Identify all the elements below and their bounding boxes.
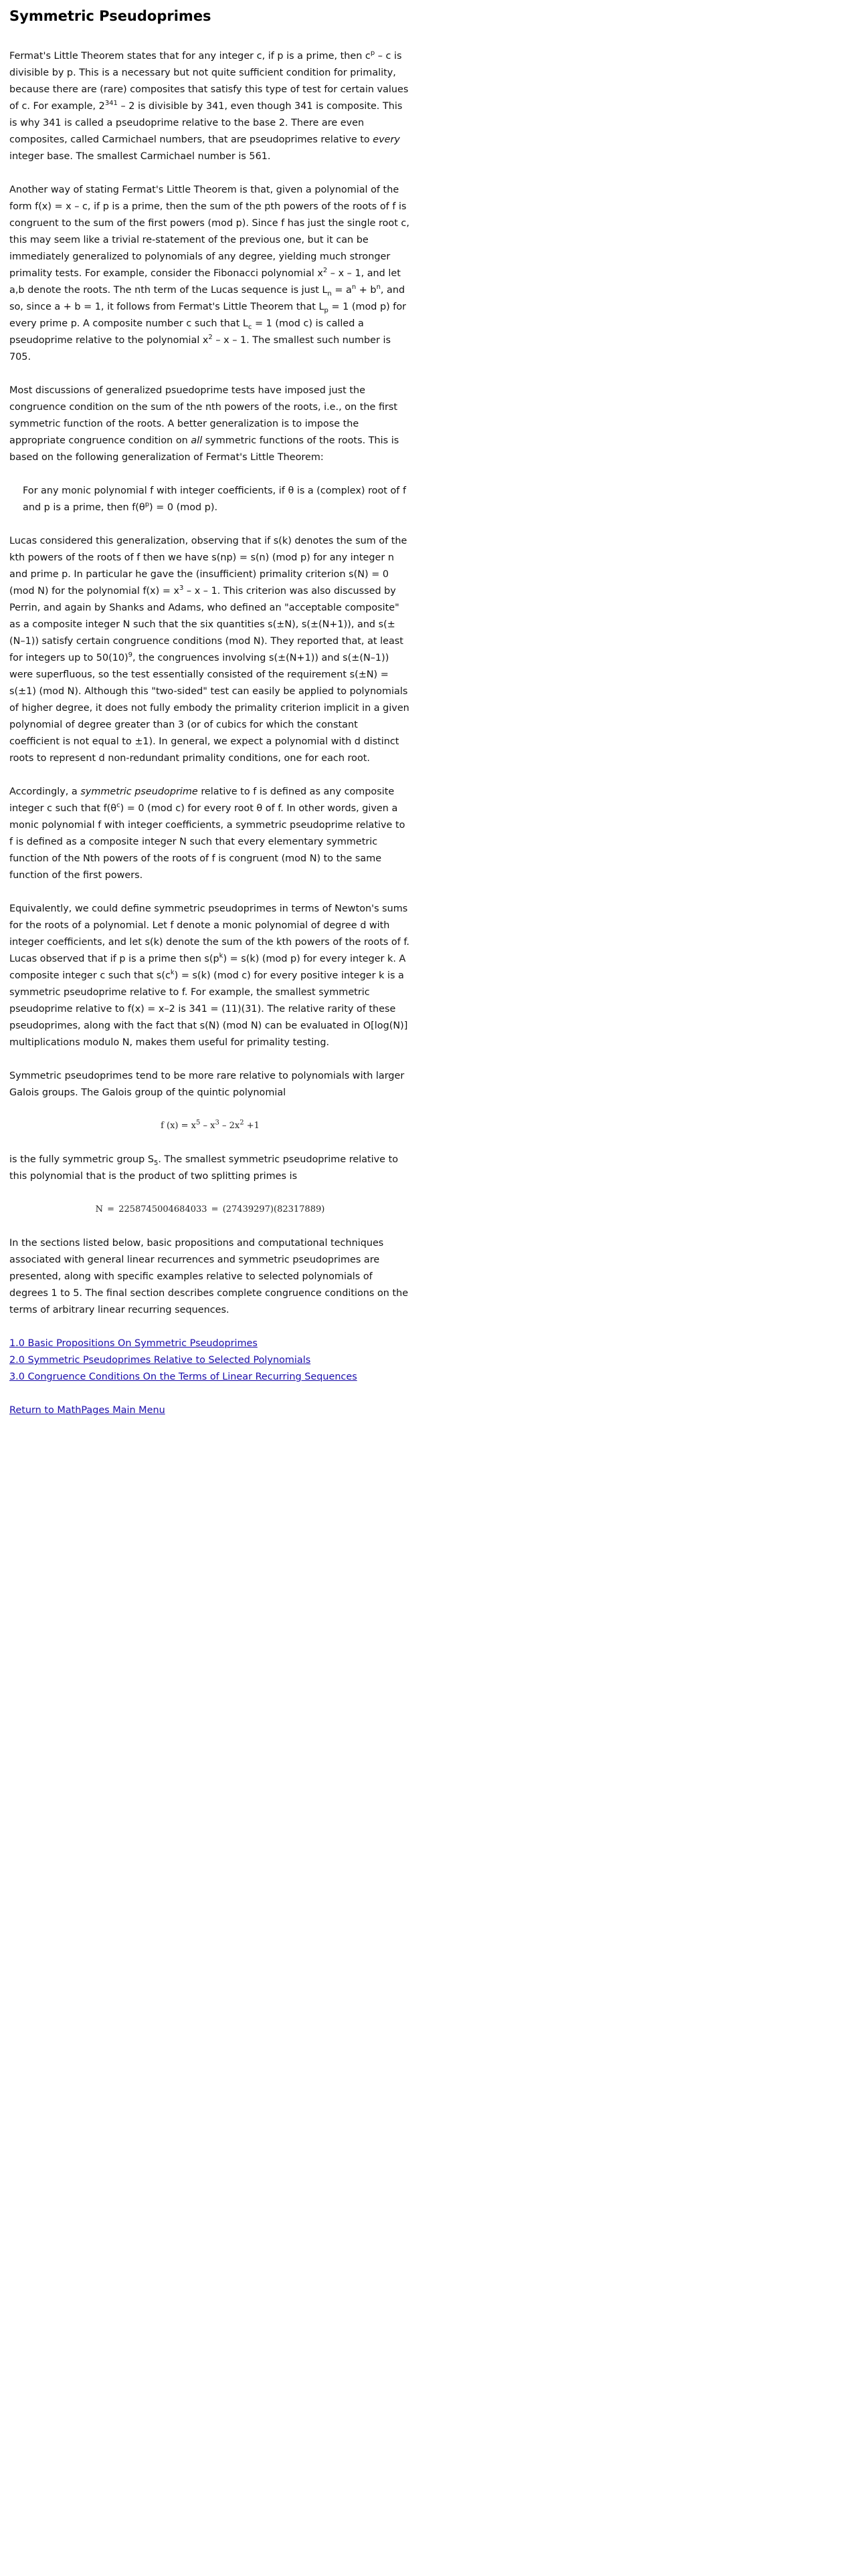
theorem-quote: For any monic polynomial f with integer coefficients, if θ is a (complex) root of f and p is a prime, then $f(\theta^p) = 0$ (mod p). (23, 486, 407, 513)
paragraph-generalization: Most discussions of generalized psuedoprime tests have imposed just the congruence condition on the sum of the nth powers of the roots, i.e., on the first symmetric function of the roots. A better generalization is to impose the appropriate congruence condition on all symmetric functions of the roots. This is based on the following generalization of Fermat's Little Theorem: (9, 385, 399, 463)
paragraph-polynomial-form: Another way of stating Fermat's Little Theorem is that, given a polynomial of the form f(x) = x – c, if p is a prime, then the sum of the pth powers of the roots of f is congruent to the sum of the first powers (mod p). Since f has just the single root c, this may seem like a trivial re-statement of the previous one, but it can be immediately generalized to polynomials of any degree, yielding much stronger primality tests. For example, consider the Fibonacci polynomial $x^2$ – x – 1, and let a,b denote the roots. The nth term of the Lucas sequence is just $L_n = a^n + b^n$, and so, since a + b = 1, it follows from Fermat's Little Theorem that $L_p = 1$ (mod p) for every prime p. A composite number c such that $L_c = 1$ (mod c) is called a pseudoprime relative to the polynomial $x^2$ – x – 1. The smallest such number is 705. (9, 185, 409, 362)
quintic-formula: f $(x) = x^5 - x^3 - 2x^2 +1$ (161, 1119, 260, 1131)
section-links (9, 1335, 411, 1386)
page-title: Symmetric Pseudoprimes (9, 8, 211, 24)
paragraph-lucas: Lucas considered this generalization, observing that if s(k) denotes the sum of the kth powers of the roots of f then we have s(np) = s(n) (mod p) for any integer n and prime p. In particular he gave the (insufficient) primality criterion s(N) = 0 (mod N) for the polynomial $f(x) = x^3 - x - 1$. This criterion was also discussed by Perrin, and again by Shanks and Adams, who defined an "acceptable composite" as a composite integer N such that the six quantities s(±N), s(±(N+1)), and s(±(N–1)) satisfy certain congruence conditions (mod N). They reported that, at least for integers up to $50(10)^9$, the congruences involving s(±(N+1)) and s(±(N–1)) were superfluous, so the test essentially consisted of the requirement s(±N) = s(±1) (mod N). Although this "two-sided" test can easily be applied to polynomials of higher degree, it does not fully embody the primality criterion implicit in a given polynomial of degree greater than 3 (or of cubics for which the constant coefficient is not equal to ±1). In general, we expect a polynomial with d distinct roots to represent d non-redundant primality conditions, one for each root. (9, 536, 409, 764)
paragraph-definition: Accordingly, a symmetric pseudoprime relative to f is defined as any composite integer c such that $f(\theta^c) = 0$ (mod c) for every root θ of f. In other words, given a monic polynomial f with integer coefficients, a symmetric pseudoprime relative to f is defined as a composite integer N such that every elementary symmetric function of the Nth powers of the roots of f is congruent (mod N) to the same function of the first powers. (9, 786, 405, 881)
paragraph-newton-sums: Equivalently, we could define symmetric pseudoprimes in terms of Newton's sums for the roots of a polynomial. Let f denote a monic polynomial of degree d with integer coefficients, and let s(k) denote the sum of the kth powers of the roots of f. Lucas observed that if p is a prime then $s(p^k) = s(k)$ (mod p) for every integer k. A composite integer c such that $s(c^k) = s(k)$ (mod c) for every positive integer k is a symmetric pseudoprime relative to f. For example, the smallest symmetric pseudoprime relative to f(x) = x–2 is 341 = (11)(31). The relative rarity of these pseudoprimes, along with the fact that s(N) (mod N) can be evaluated in O[log(N)] multiplications modulo N, makes them useful for primality testing. (9, 903, 409, 1048)
link-congruence-conditions[interactable]: 3.0 Congruence Conditions On the Terms of Linear Recurring Sequences (9, 1372, 357, 1382)
paragraph-fermat: Fermat's Little Theorem states that for any integer c, if p is a prime, then $c^p$ – c is divisible by p. This is a necessary but not quite sufficient condition for primality, because there are (rare) composites that satisfy this type of test for certain values of c. For example, $2^{341} - 2$ is divisible by 341, even though 341 is composite. This is why 341 is called a pseudoprime relative to the base 2. There are even composites, called Carmichael numbers, that are pseudoprimes relative to every integer base. The smallest Carmichael number is 561. (9, 49, 409, 162)
link-selected-polynomials[interactable]: 2.0 Symmetric Pseudoprimes Relative to Selected Polynomials (9, 1355, 311, 1366)
paragraph-galois: Symmetric pseudoprimes tend to be more rare relative to polynomials with larger Galois groups. The Galois group of the quintic polynomial (9, 1071, 405, 1098)
return-section (9, 1402, 411, 1419)
pseudoprime-formula: N = 2258745004684033 = (27439297)(82317889) (95, 1204, 325, 1214)
article (9, 7, 411, 1419)
paragraph-symmetric-group: is the fully symmetric group $S_5$. The smallest symmetric pseudoprime relative to this polynomial that is the product of two splitting primes is (9, 1154, 399, 1182)
link-basic-propositions[interactable]: 1.0 Basic Propositions On Symmetric Pseudoprimes (9, 1338, 258, 1349)
return-main-menu-link[interactable]: Return to MathPages Main Menu (9, 1405, 165, 1416)
paragraph-sections: In the sections listed below, basic propositions and computational techniques associated with general linear recurrences and symmetric pseudoprimes are presented, along with specific examples relative to selected polynomials of degrees 1 to 5. The final section describes complete congruence conditions on the terms of arbitrary linear recurring sequences. (9, 1238, 409, 1315)
